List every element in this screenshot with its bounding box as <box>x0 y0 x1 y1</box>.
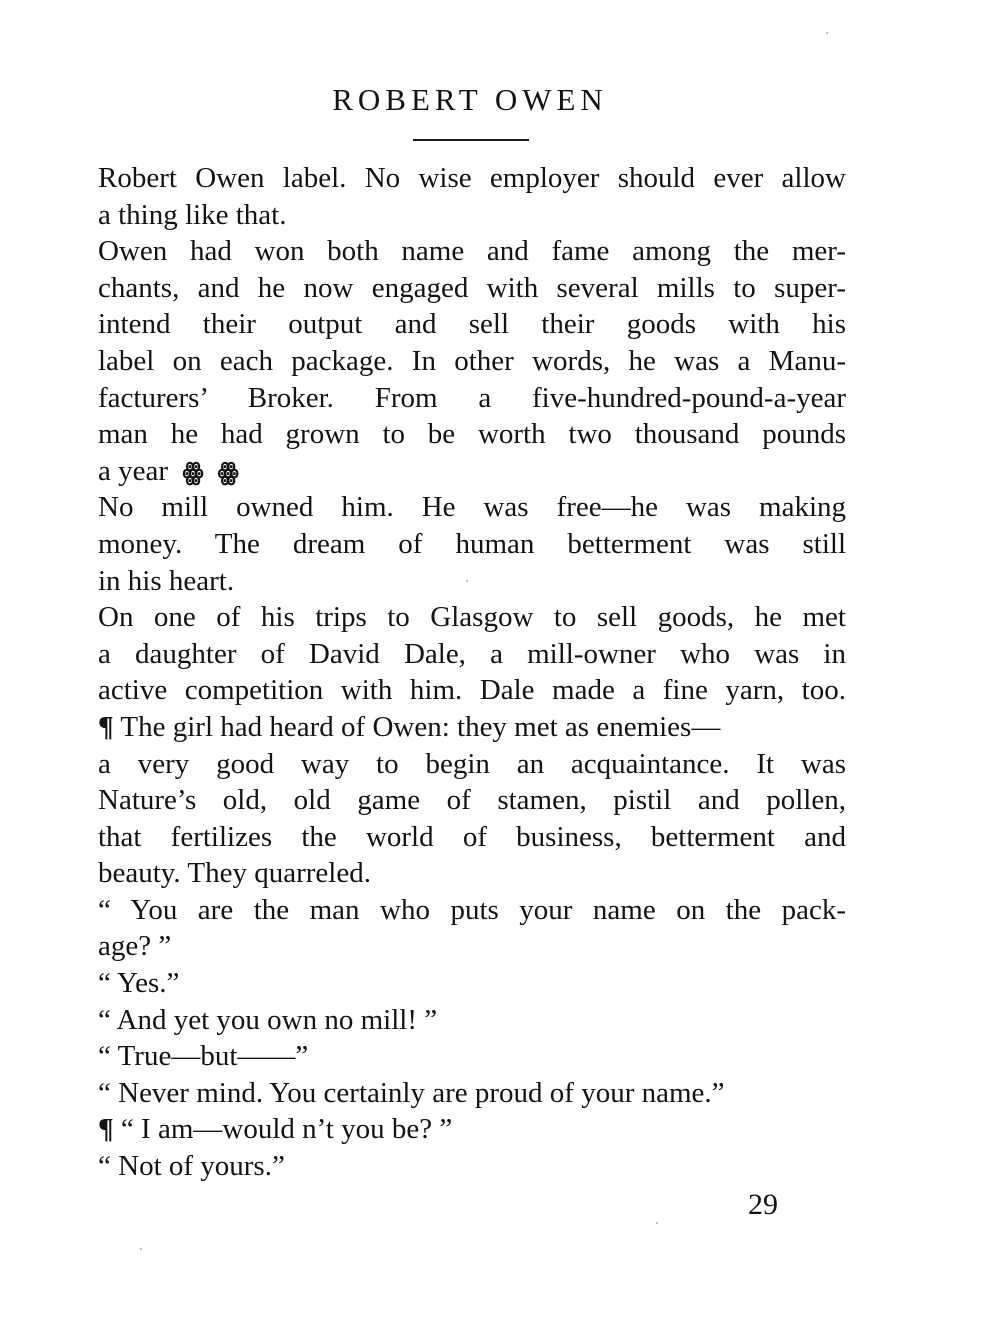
body-text <box>98 160 846 1185</box>
page-number: 29 <box>748 1188 778 1221</box>
text-line: label on each package. In other words, he was a Manu- <box>98 344 846 377</box>
text-segment: The girl had heard of Owen: they met as enemies— <box>120 710 721 743</box>
text-line-with-pilcrow <box>98 709 846 746</box>
paper-speck <box>140 1248 142 1250</box>
text-line: money. The dream of human betterment was still <box>98 527 846 560</box>
text-line: man he had grown to be worth two thousand pounds <box>98 418 846 451</box>
text-line: chants, and he now engaged with several mills to super- <box>98 271 846 304</box>
text-line-with-ornament <box>98 453 846 490</box>
ornament-icon: ꙮ ꙮ <box>182 459 243 486</box>
title-rule <box>413 139 529 141</box>
text-line: in his heart. <box>98 564 235 597</box>
text-line: On one of his trips to Glasgow to sell goods, he met <box>98 601 846 634</box>
text-line: facturers’ Broker. From a five-hundred-pound-a-year <box>98 381 846 414</box>
pilcrow-icon: ¶ <box>98 710 114 743</box>
text-line: “ Not of yours.” <box>98 1150 285 1183</box>
text-line-with-pilcrow <box>98 1111 846 1148</box>
text-line: beauty. They quarreled. <box>98 857 371 890</box>
paper-speck <box>826 32 828 34</box>
text-line: Owen had won both name and fame among the mer- <box>98 235 846 268</box>
text-line: No mill owned him. He was free—he was making <box>98 491 846 524</box>
text-line: “ Yes.” <box>98 967 180 1000</box>
running-title: ROBERT OWEN <box>332 82 608 117</box>
text-line: a thing like that. <box>98 198 287 231</box>
text-line: “ True—but——” <box>98 1040 309 1073</box>
text-line: Nature’s old, old game of stamen, pistil and pollen, <box>98 784 846 817</box>
text-line: “ You are the man who puts your name on the pack- <box>98 893 846 926</box>
text-line: “ Never mind. You certainly are proud of your name.” <box>98 1076 725 1109</box>
paper-speck <box>466 580 468 582</box>
text-line: a daughter of David Dale, a mill-owner who was in <box>98 637 846 670</box>
text-line: a very good way to begin an acquaintance. It was <box>98 747 846 780</box>
text-line: “ And yet you own no mill! ” <box>98 1003 438 1036</box>
paper-speck <box>656 1222 658 1224</box>
text-line: Robert Owen label. No wise employer should ever allow <box>98 162 846 194</box>
text-segment: “ I am—would n’t you be? ” <box>120 1113 453 1146</box>
text-line: that fertilizes the world of business, betterment and <box>98 820 846 853</box>
text-segment: a year <box>98 454 169 487</box>
text-line: intend their output and sell their goods with his <box>98 308 846 341</box>
pilcrow-icon: ¶ <box>98 1113 114 1146</box>
text-line: active competition with him. Dale made a fine yarn, too. <box>98 674 846 707</box>
text-line: age? ” <box>98 930 172 963</box>
